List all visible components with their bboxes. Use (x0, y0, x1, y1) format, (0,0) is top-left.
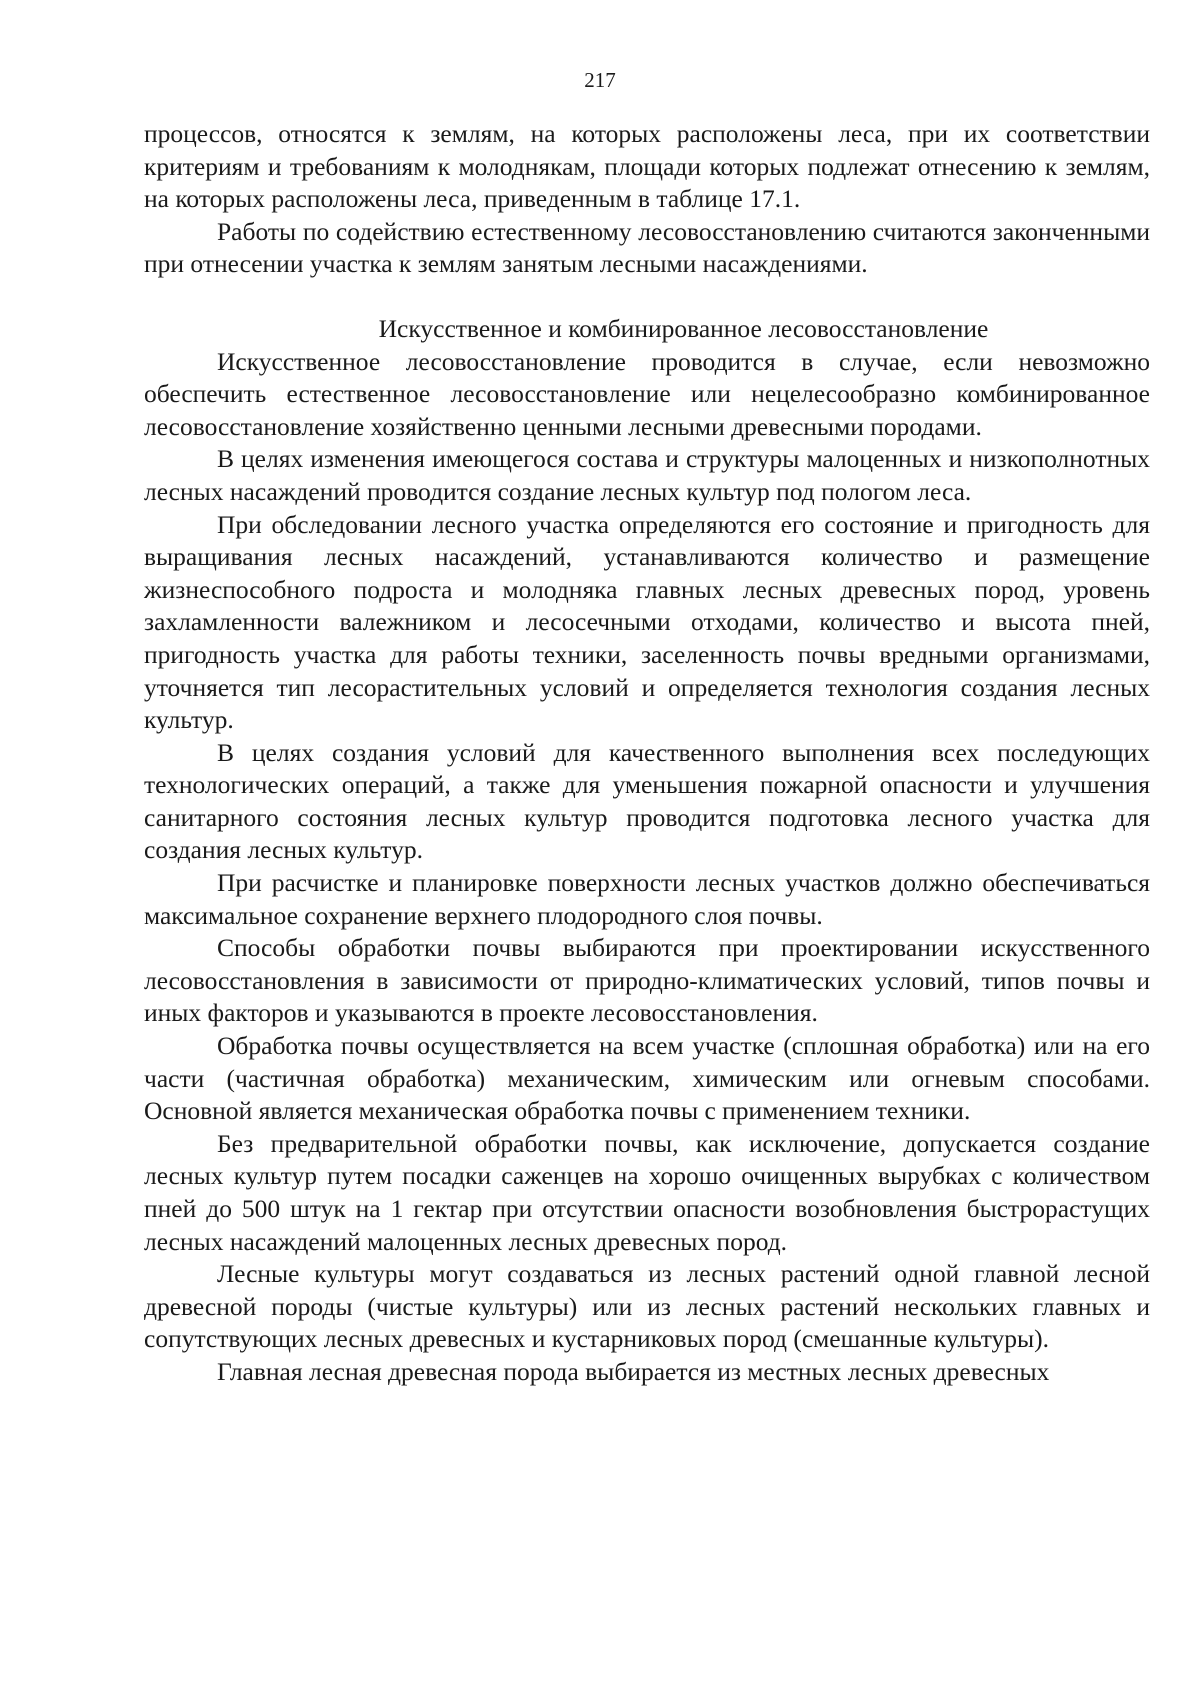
paragraph: процессов, относятся к землям, на которых расположены леса, при их соответствии критериям и требованиям к молоднякам, площади которых подлежат отнесению к землям, на которых расположены леса, приведенным в таблице 17.1. (144, 119, 1150, 214)
paragraph-continued: Главная лесная древесная порода выбирается из местных лесных древесных (217, 1356, 1050, 1386)
paragraph: В целях создания условий для качественного выполнения всех последующих технологических операций, а также для уменьшения пожарной опасности и улучшения санитарного состояния лесных культур проводится подготовка лесного участка для создания лесных культур. (144, 737, 1150, 865)
paragraph: Способы обработки почвы выбираются при проектировании искусственного лесовосстановления в зависимости от природно-климатических условий, типов почвы и иных факторов и указываются в проекте лесовосстановления. (144, 933, 1150, 1028)
section-heading: Искусственное и комбинированное лесовосстановление (378, 313, 989, 343)
paragraph: Искусственное лесовосстановление проводится в случае, если невозможно обеспечить естественное лесовосстановление или нецелесообразно комбинированное лесовосстановление хозяйственно ценными лесными древесными породами. (144, 346, 1150, 441)
paragraph: Работы по содействию естественному лесовосстановлению считаются законченными при отнесении участка к землям занятым лесными насаждениями. (144, 216, 1150, 279)
page-number: 217 (584, 68, 616, 92)
paragraph: В целях изменения имеющегося состава и структуры малоценных и низкополнотных лесных насаждений проводится создание лесных культур под пологом леса. (144, 444, 1150, 506)
blank-line (144, 281, 1150, 313)
document-body (144, 118, 1150, 1389)
paragraph: При обследовании лесного участка определяются его состояние и пригодность для выращивания лесных насаждений, устанавливаются количество и размещение жизнеспособного подроста и молодняка главных лесных древесных пород, уровень захламленности валежником и лесосечными отходами, количество и высота пней, пригодность участка для работы техники, заселенность почвы вредными организмами, уточняется тип лесорастительных условий и определяется технология создания лесных культур. (144, 509, 1150, 735)
paragraph: Без предварительной обработки почвы, как исключение, допускается создание лесных культур путем посадки саженцев на хорошо очищенных вырубках с количеством пней до 500 штук на 1 гектар при отсутствии опасности возобновления быстрорастущих лесных насаждений малоценных лесных древесных пород. (144, 1128, 1150, 1256)
paragraph: При расчистке и планировке поверхности лесных участков должно обеспечиваться максимальное сохранение верхнего плодородного слоя почвы. (144, 868, 1150, 930)
paragraph: Обработка почвы осуществляется на всем участке (сплошная обработка) или на его части (частичная обработка) механическим, химическим или огневым способами. Основной является механическая обработка почвы с применением техники. (144, 1031, 1150, 1126)
paragraph: Лесные культуры могут создаваться из лесных растений одной главной лесной древесной породы (чистые культуры) или из лесных растений нескольких главных и сопутствующих лесных древесных и кустарниковых пород (смешанные культуры). (144, 1259, 1150, 1354)
